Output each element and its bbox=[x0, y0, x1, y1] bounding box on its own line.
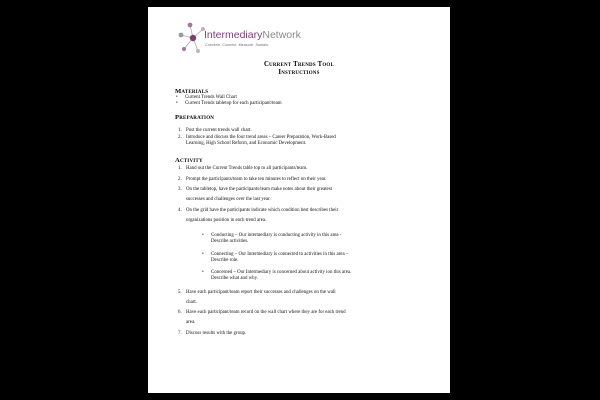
materials-item: Current Trends Wall Chart bbox=[185, 95, 237, 100]
condition-text: Describe activities. bbox=[211, 239, 249, 244]
bullet-marker: • bbox=[202, 252, 204, 257]
step-number: 1. bbox=[178, 128, 182, 133]
condition-text: Describe role. bbox=[211, 258, 239, 263]
step-number: 5. bbox=[178, 290, 182, 295]
preparation-heading: Preparation bbox=[175, 114, 215, 121]
bullet-marker: • bbox=[202, 233, 204, 238]
activity-step-text: Hand out the Current Trends table top to all participants/team. bbox=[186, 166, 308, 171]
preparation-step-text: Learning, High School Reform, and Economic Development. bbox=[186, 141, 307, 146]
intermediary-network-logo bbox=[178, 21, 301, 55]
condition-text: Describe what and why. bbox=[211, 276, 258, 281]
logo-name-intermediary: Intermediary bbox=[204, 29, 263, 41]
activity-heading: Activity bbox=[175, 157, 203, 164]
activity-step-text: Prompt the participants/team to take ten minutes to reflect on their year. bbox=[186, 177, 327, 182]
logo-name-network: Network bbox=[262, 29, 301, 41]
materials-heading: Materials bbox=[175, 88, 209, 95]
materials-item: Current Trends tabletop for each participant/team bbox=[185, 101, 282, 106]
step-number: 3. bbox=[178, 187, 182, 192]
activity-step-text: Have each participant/team report their successes and challenges on the wall bbox=[186, 290, 336, 295]
step-number: 2. bbox=[178, 177, 182, 182]
condition-text: Conducting – Our intermediary is conducting activity in this area - bbox=[211, 233, 342, 238]
preparation-step-text: Post the current trends wall chart. bbox=[186, 128, 252, 133]
activity-step-text: area. bbox=[186, 320, 196, 325]
preparation-step-text: Introduce and discuss the four trend areas – Career Preparation, Work-Based bbox=[186, 135, 336, 140]
activity-step-text: On the tabletop, have the participants/team make notes about their greatest bbox=[186, 187, 332, 192]
bullet-marker: • bbox=[176, 95, 178, 100]
activity-step-text: successes and challenges over the last year. bbox=[186, 197, 271, 202]
document-title: Current Trends Tool bbox=[263, 61, 335, 68]
activity-step-text: Discuss results with the group. bbox=[186, 331, 247, 336]
document-page bbox=[148, 7, 450, 393]
activity-step-text: Have each participant/team record on the wall chart where they are for each trend bbox=[186, 310, 346, 315]
logo-tagline: Convene. Connect. Measure. Sustain. bbox=[205, 43, 270, 47]
activity-step-text: On the grid have the participants indicate which condition best describes their bbox=[186, 208, 339, 213]
activity-step-text: organizations position in each trend area. bbox=[186, 218, 267, 223]
condition-text: Concerned – Our Intermediary is concerned about activity ion this area. bbox=[211, 270, 352, 275]
step-number: 1. bbox=[178, 166, 182, 171]
document-subtitle: Instructions bbox=[278, 69, 320, 76]
step-number: 2. bbox=[178, 135, 182, 140]
activity-step-text: chart. bbox=[186, 300, 197, 305]
step-number: 7. bbox=[178, 331, 182, 336]
logo-wordmark bbox=[204, 30, 301, 41]
step-number: 6. bbox=[178, 310, 182, 315]
step-number: 4. bbox=[178, 208, 182, 213]
bullet-marker: • bbox=[202, 270, 204, 275]
condition-text: Connecting – Our Intermediary is connected to activities in this area – bbox=[211, 252, 349, 257]
bullet-marker: • bbox=[176, 101, 178, 106]
